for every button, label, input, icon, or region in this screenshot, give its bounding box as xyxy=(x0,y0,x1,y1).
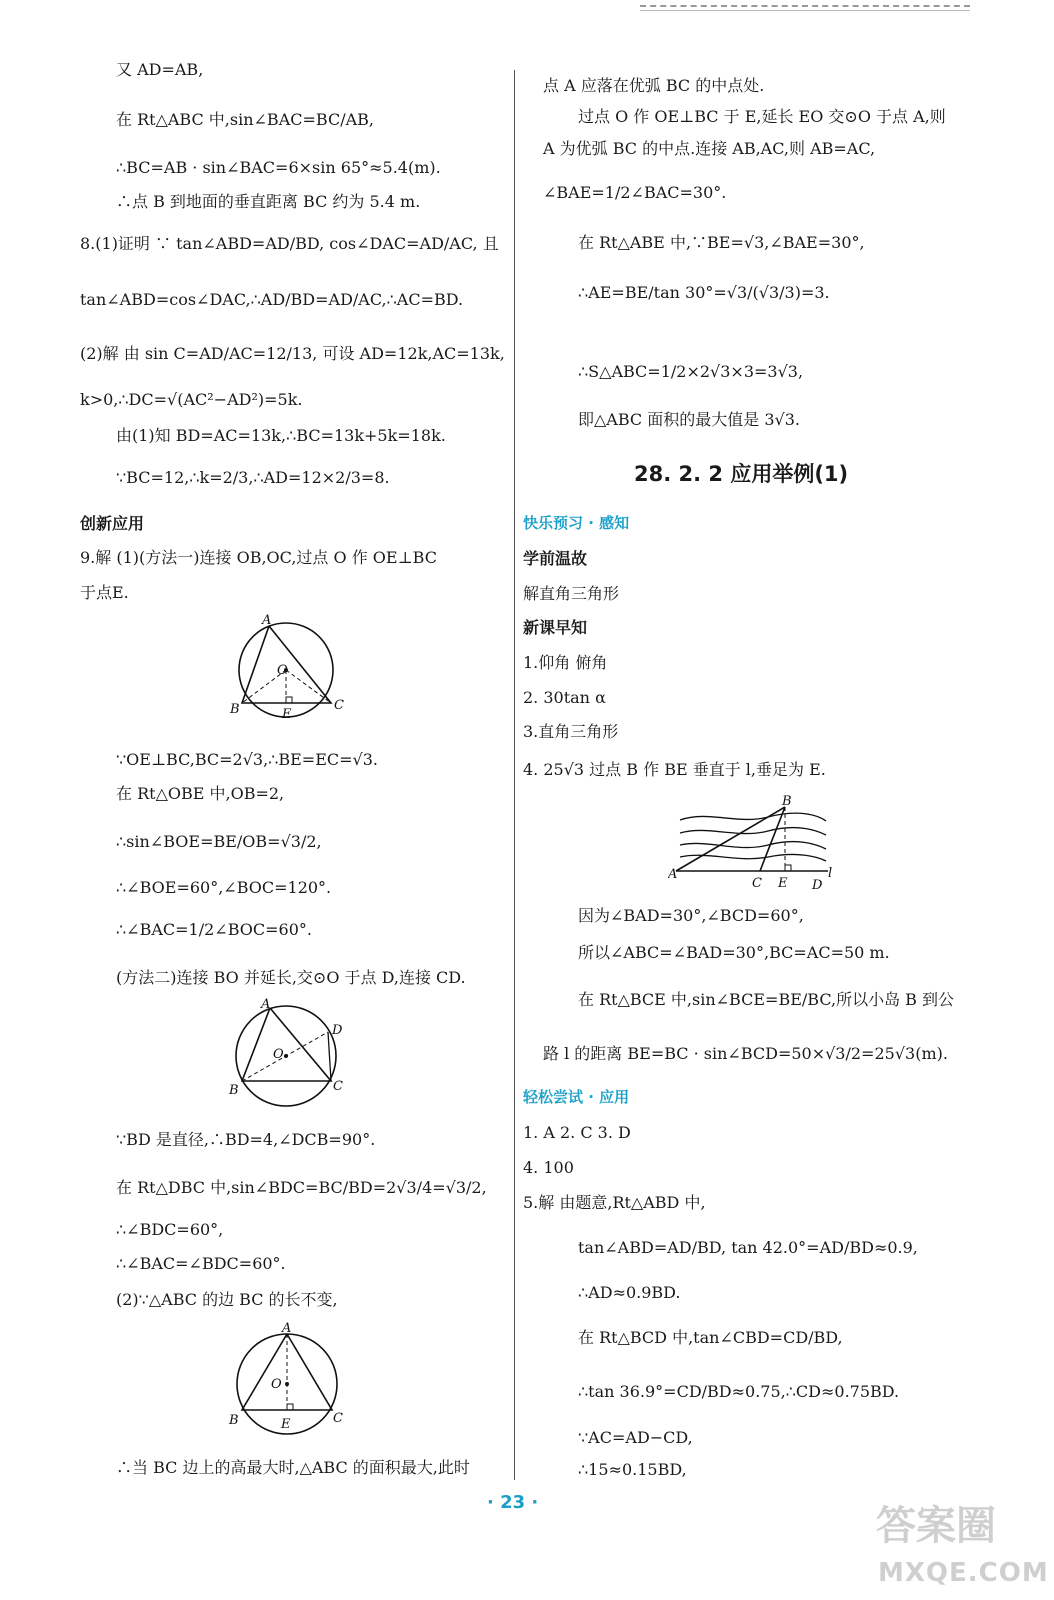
text-line: ∴tan 36.9°=CD/BD≈0.75,∴CD≈0.75BD. xyxy=(578,1382,900,1401)
circle-figure-2 xyxy=(225,996,355,1114)
point-label: A xyxy=(261,997,271,1012)
section-title: 28. 2. 2 应用举例(1) xyxy=(634,462,849,486)
text-line: 解直角三角形 xyxy=(523,584,620,603)
section-heading: 创新应用 xyxy=(80,514,145,533)
river-figure xyxy=(668,795,838,895)
point-label: l xyxy=(828,866,833,881)
point-label: C xyxy=(333,1411,343,1426)
text-line: ∵OE⊥BC,BC=2√3,∴BE=EC=√3. xyxy=(116,750,378,769)
point-label: A xyxy=(282,1322,292,1336)
text-line: 1.仰角 俯角 xyxy=(523,653,608,672)
text-line: 点 A 应落在优弧 BC 的中点处. xyxy=(543,76,765,95)
text-line: ∴∠BDC=60°, xyxy=(116,1220,224,1239)
text-line: 所以∠ABC=∠BAD=30°,BC=AC=50 m. xyxy=(578,943,890,962)
point-label: B xyxy=(229,1083,239,1098)
text-line: 路 l 的距离 BE=BC · sin∠BCD=50×√3/2=25√3(m). xyxy=(543,1044,948,1063)
text-line: ∴当 BC 边上的高最大时,△ABC 的面积最大,此时 xyxy=(116,1458,470,1477)
text-line: ∴BC=AB · sin∠BAC=6×sin 65°≈5.4(m). xyxy=(116,158,441,177)
text-line: 9.解 (1)(方法一)连接 OB,OC,过点 O 作 OE⊥BC xyxy=(80,548,437,567)
circle-figure-3 xyxy=(225,1322,355,1440)
point-label: C xyxy=(333,1079,343,1094)
point-label: E xyxy=(778,876,788,891)
text-line: 4. 100 xyxy=(523,1158,574,1177)
point-label: B xyxy=(782,795,792,809)
point-label: A xyxy=(262,613,272,628)
point-label: B xyxy=(229,1413,239,1428)
point-label: C xyxy=(752,876,762,891)
text-line: 在 Rt△ABE 中,∵BE=√3,∠BAE=30°, xyxy=(578,233,865,252)
subheading: 新课早知 xyxy=(523,618,588,637)
point-label: C xyxy=(334,698,344,713)
text-line: k>0,∴DC=√(AC²−AD²)=5k. xyxy=(80,390,303,409)
circle-figure-1 xyxy=(225,612,355,722)
text-line: ∠BAE=1/2∠BAC=30°. xyxy=(543,183,727,202)
section-banner: 快乐预习 · 感知 xyxy=(523,514,630,532)
text-line: 在 Rt△ABC 中,sin∠BAC=BC/AB, xyxy=(116,110,374,129)
text-line: 因为∠BAD=30°,∠BCD=60°, xyxy=(578,906,804,925)
text-line: (方法二)连接 BO 并延长,交⊙O 于点 D,连接 CD. xyxy=(116,968,466,987)
text-line: ∴∠BAC=∠BDC=60°. xyxy=(116,1254,286,1273)
text-line: ∴∠BOE=60°,∠BOC=120°. xyxy=(116,878,332,897)
text-line: ∴点 B 到地面的垂直距离 BC 约为 5.4 m. xyxy=(116,192,421,211)
text-line: tan∠ABD=AD/BD, tan 42.0°=AD/BD≈0.9, xyxy=(578,1238,918,1257)
text-line: 即△ABC 面积的最大值是 3√3. xyxy=(578,410,800,429)
column-divider xyxy=(514,70,515,1480)
text-line: 于点E. xyxy=(80,583,129,602)
point-label: D xyxy=(812,878,823,893)
text-line: ∵BC=12,∴k=2/3,∴AD=12×2/3=8. xyxy=(116,468,390,487)
point-label: O xyxy=(277,663,288,678)
text-line: 8.(1)证明 ∵ tan∠ABD=AD/BD, cos∠DAC=AD/AC, 且 xyxy=(80,234,499,253)
point-label: D xyxy=(332,1023,343,1038)
text-line: ∴sin∠BOE=BE/OB=√3/2, xyxy=(116,832,322,851)
text-line: (2)∵△ABC 的边 BC 的长不变, xyxy=(116,1290,338,1309)
text-line: 1. A 2. C 3. D xyxy=(523,1123,631,1142)
top-decoration-line xyxy=(640,10,970,11)
text-line: ∴AD≈0.9BD. xyxy=(578,1283,681,1302)
text-line: ∵BD 是直径,∴BD=4,∠DCB=90°. xyxy=(116,1130,376,1149)
watermark-logo: 答案圈 xyxy=(876,1503,996,1549)
text-line: 在 Rt△BCD 中,tan∠CBD=CD/BD, xyxy=(578,1328,843,1347)
text-line: ∵AC=AD−CD, xyxy=(578,1428,693,1447)
point-label: B xyxy=(230,702,240,717)
text-line: 3.直角三角形 xyxy=(523,722,619,741)
point-label: O xyxy=(273,1047,284,1062)
top-decoration xyxy=(640,5,970,7)
text-line: 5.解 由题意,Rt△ABD 中, xyxy=(523,1193,706,1212)
point-label: E xyxy=(281,1417,291,1432)
text-line: 2. 30tan α xyxy=(523,688,606,707)
text-line: A 为优弧 BC 的中点.连接 AB,AC,则 AB=AC, xyxy=(543,139,876,158)
text-line: tan∠ABD=cos∠DAC,∴AD/BD=AD/AC,∴AC=BD. xyxy=(80,290,464,309)
text-line: 在 Rt△OBE 中,OB=2, xyxy=(116,784,285,803)
point-label: O xyxy=(271,1377,282,1392)
text-line: 在 Rt△BCE 中,sin∠BCE=BE/BC,所以小岛 B 到公 xyxy=(578,990,955,1009)
text-line: (2)解 由 sin C=AD/AC=12/13, 可设 AD=12k,AC=13k, xyxy=(80,344,505,363)
text-line: 由(1)知 BD=AC=13k,∴BC=13k+5k=18k. xyxy=(116,426,446,445)
watermark-url: MXQE.COM xyxy=(878,1558,1049,1588)
point-label: A xyxy=(668,867,678,882)
text-line: 4. 25√3 过点 B 作 BE 垂直于 l,垂足为 E. xyxy=(523,760,826,779)
text-line: 在 Rt△DBC 中,sin∠BDC=BC/BD=2√3/4=√3/2, xyxy=(116,1178,487,1197)
text-line: ∴S△ABC=1/2×2√3×3=3√3, xyxy=(578,362,804,381)
subheading: 学前温故 xyxy=(523,549,588,568)
text-line: ∴15≈0.15BD, xyxy=(578,1460,687,1479)
point-label: E xyxy=(282,707,292,722)
section-banner: 轻松尝试 · 应用 xyxy=(523,1088,630,1106)
text-line: 又 AD=AB, xyxy=(116,60,204,79)
text-line: ∴AE=BE/tan 30°=√3/(√3/3)=3. xyxy=(578,283,830,302)
page-number: · 23 · xyxy=(487,1492,539,1513)
text-line: 过点 O 作 OE⊥BC 于 E,延长 EO 交⊙O 于点 A,则 xyxy=(578,107,946,126)
text-line: ∴∠BAC=1/2∠BOC=60°. xyxy=(116,920,312,939)
